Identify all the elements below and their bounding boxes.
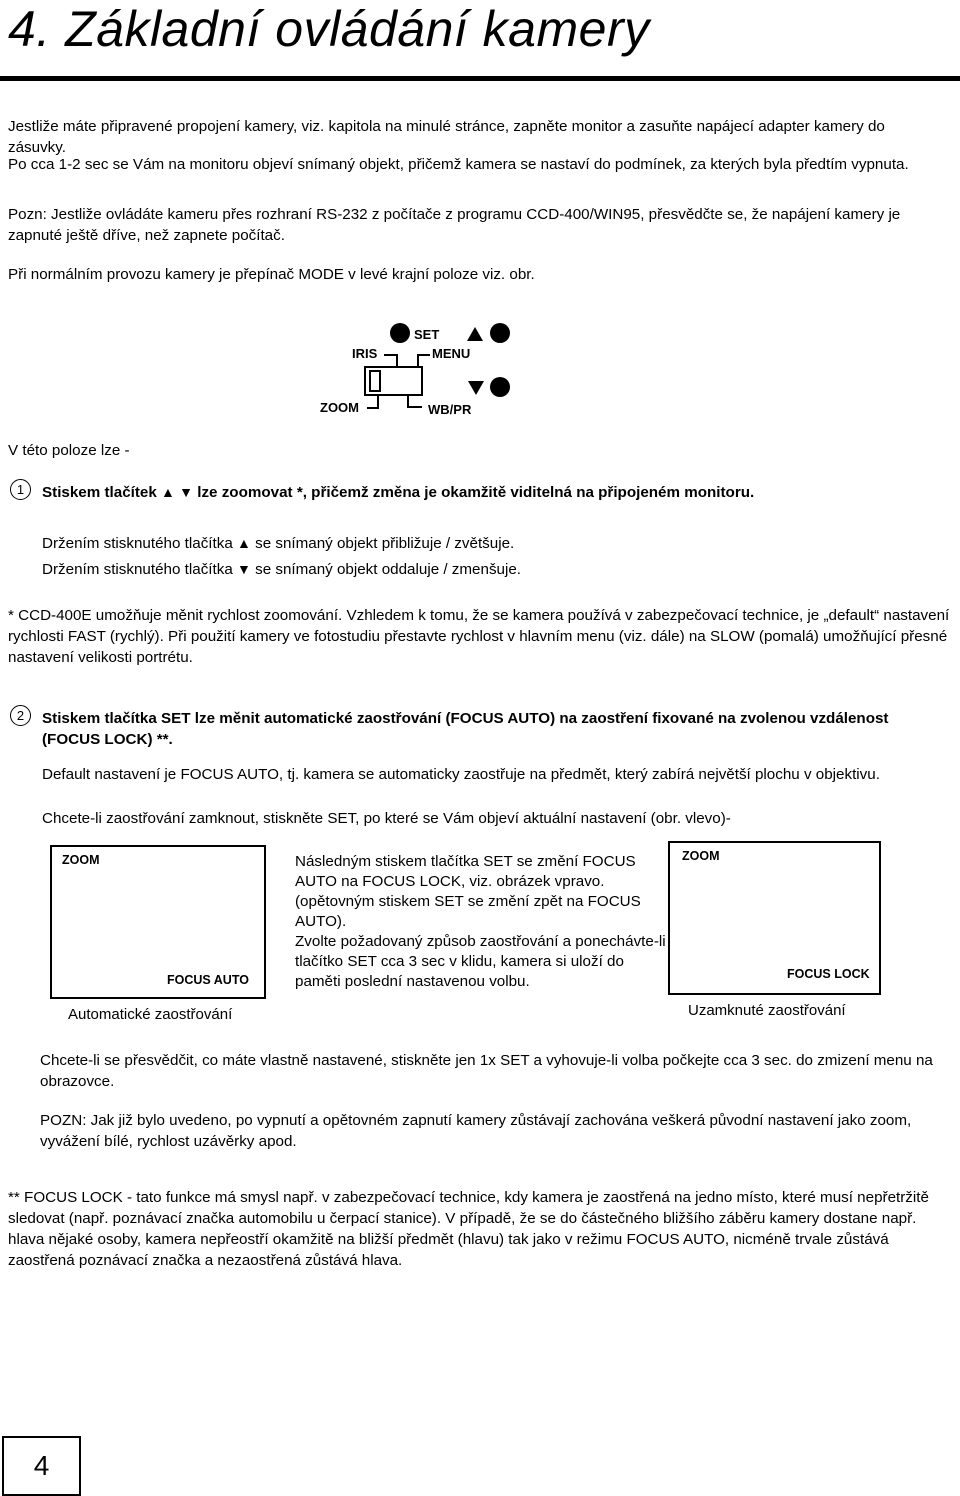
- screen-focus-lock-label: FOCUS LOCK: [787, 967, 870, 981]
- set-label: SET: [414, 327, 440, 342]
- item-2-number: 2: [10, 705, 31, 726]
- intro-paragraph-4: Při normálním provozu kamery je přepínač MODE v levé krajní poloze viz. obr.: [8, 266, 535, 283]
- screen-focus-lock-caption: Uzamknuté zaostřování: [688, 1002, 846, 1019]
- item-2-heading: Stiskem tlačítka SET lze měnit automatické zaostřování (FOCUS AUTO) na zaostření fixované na zvolenou vzdálenost (FOCUS LOCK) **.: [42, 710, 889, 748]
- hold-down-text-a: Držením stisknutého tlačítka: [42, 561, 233, 578]
- item-1-heading-b: lze zoomovat *, přičemž změna je okamžitě viditelná na připojeném monitoru.: [197, 484, 755, 501]
- page-number: 4: [2, 1436, 81, 1496]
- section-label: V této poloze lze -: [8, 442, 130, 459]
- hold-down-line: [42, 559, 521, 580]
- item-1-heading: [42, 482, 952, 503]
- screen-zoom-label: ZOOM: [62, 853, 100, 867]
- screen-zoom-label: ZOOM: [682, 849, 720, 863]
- pozn-paragraph: POZN: Jak již bylo uvedeno, po vypnutí a opětovném zapnutí kamery zůstávají zachována veškerá původní nastavení jako zoom, vyvážení bílé, rychlost uzávěrky apod.: [40, 1112, 912, 1150]
- intro-paragraph-3: Pozn: Jestliže ovládáte kameru přes rozhraní RS-232 z počítače z programu CCD-400/WIN95, přesvědčte se, že napájení kamery je zapnuté ještě dříve, než zapnete počítač.: [8, 206, 901, 244]
- up-arrow-icon: ▲: [237, 535, 251, 551]
- hold-down-text-b: se snímaný objekt oddaluje / zmenšuje.: [255, 561, 522, 578]
- control-panel-diagram: [310, 315, 525, 420]
- zoom-label: ZOOM: [320, 400, 359, 415]
- up-arrow-icon: ▲: [161, 484, 175, 500]
- intro-paragraph-2: Po cca 1-2 sec se Vám na monitoru objeví snímaný objekt, přičemž kamera se nastaví do podmínek, za kterých byla předtím vypnuta.: [8, 156, 909, 173]
- screen-focus-auto-label: FOCUS AUTO: [167, 973, 249, 987]
- up-triangle-icon: [467, 327, 483, 341]
- screen-focus-auto-caption: Automatické zaostřování: [68, 1006, 233, 1023]
- down-arrow-icon: ▼: [237, 561, 251, 577]
- up-button-icon: [490, 323, 510, 343]
- iris-label: IRIS: [352, 346, 378, 361]
- set-button-icon: [390, 323, 410, 343]
- title-rule: [0, 76, 960, 81]
- intro-paragraph-1: Jestliže máte připravené propojení kamery, viz. kapitola na minulé stránce, zapněte monitor a zasuňte napájecí adapter kamery do zásuvky.: [8, 118, 885, 156]
- down-triangle-icon: [468, 381, 484, 395]
- item-2-paragraph-1: Default nastavení je FOCUS AUTO, tj. kamera se automaticky zaostřuje na předmět, který zabírá největší plochu v objektivu.: [42, 766, 880, 783]
- item-2-paragraph-2: Chcete-li zaostřování zamknout, stiskněte SET, po které se Vám objeví aktuální nastavení (obr. vlevo)-: [42, 810, 731, 827]
- check-setting-paragraph: Chcete-li se přesvědčit, co máte vlastně nastavené, stiskněte jen 1x SET a vyhovuje-li volba počkejte cca 3 sec. do zmizení menu na obrazovce.: [40, 1052, 933, 1090]
- wbpr-label: WB/PR: [428, 402, 472, 417]
- down-button-icon: [490, 377, 510, 397]
- hold-up-line: [42, 533, 514, 554]
- page-title: 4. Základní ovládání kamery: [8, 1, 650, 57]
- zoom-speed-note: * CCD-400E umožňuje měnit rychlost zoomování. Vzhledem k tomu, že se kamera používá v zabezpečovací technice, je „default“ nastavení rychlosti FAST (rychlý). Při použití kamery ve fotostudiu přestavte rychlost v hlavním menu (viz. dále) na SLOW (pomalá) umožňující přesné nastavení velikosti portrétu.: [8, 607, 950, 666]
- screen-focus-lock: [668, 841, 881, 995]
- menu-label: MENU: [432, 346, 471, 361]
- down-arrow-icon: ▼: [179, 484, 193, 500]
- focus-set-description: Následným stiskem tlačítka SET se změní FOCUS AUTO na FOCUS LOCK, viz. obrázek vpravo. (opětovným stiskem SET se změní zpět na FOCUS AUTO). Zvolte požadovaný způsob zaostřování a ponechávte-li tlačítko SET cca 3 sec v klidu, kamera si uloží do paměti poslední nastavenou volbu.: [295, 853, 666, 990]
- screen-focus-auto: [50, 845, 266, 999]
- hold-up-text-a: Držením stisknutého tlačítka: [42, 535, 233, 552]
- item-1-number: 1: [10, 479, 31, 500]
- focus-lock-footnote: ** FOCUS LOCK - tato funkce má smysl např. v zabezpečovací technice, kdy kamera je zaostřená na jedno místo, které musí nepřetržitě sledovat (např. poznávací značka automobilu u čerpací stanice). V případě, že se do částečného bližšího záběru kamery dostane např. hlava nějaké osoby, kamera nepřeostří okamžitě na bližší předmět (hlavu) tak jako v režimu FOCUS AUTO, nicméně trvale zůstává zaostřená poznávací značka a nezaostřená zůstává hlava.: [8, 1189, 929, 1269]
- hold-up-text-b: se snímaný objekt přibližuje / zvětšuje.: [255, 535, 515, 552]
- item-1-heading-a: Stiskem tlačítek: [42, 484, 157, 501]
